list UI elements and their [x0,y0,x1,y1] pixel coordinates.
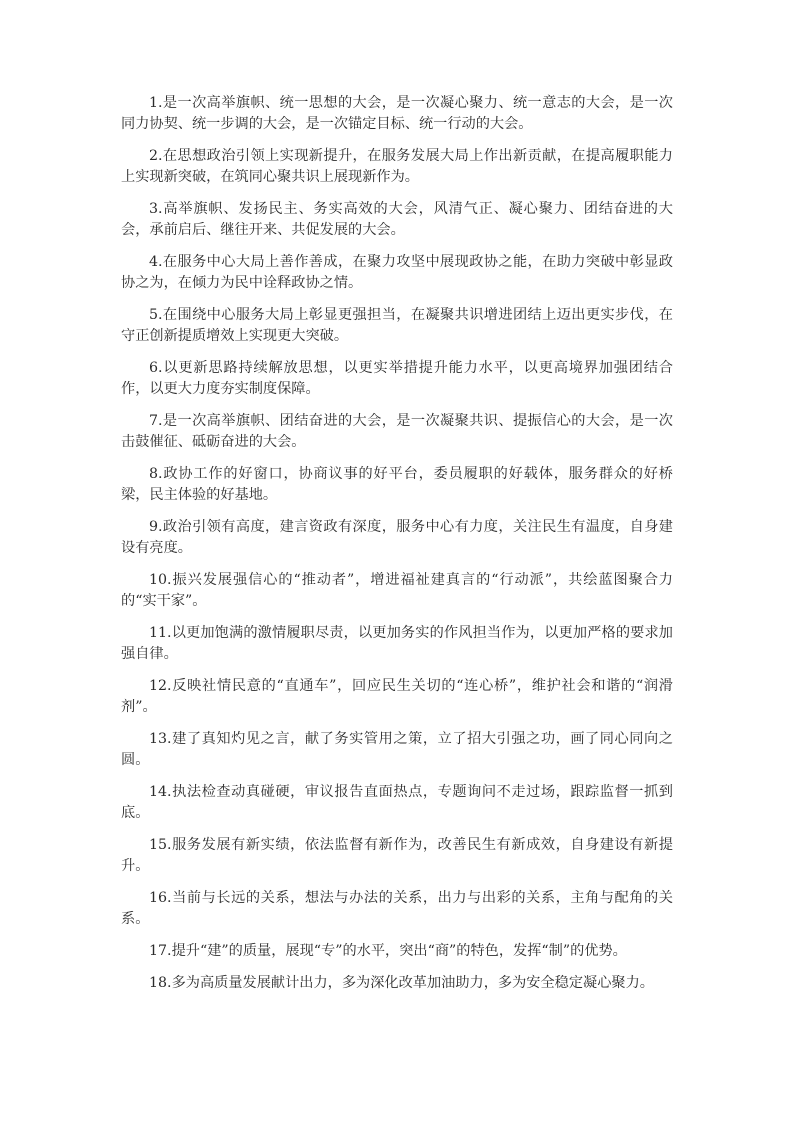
paragraph-18: 18.多为高质量发展献计出力，多为深化改革加油助力，多为安全稳定凝心聚力。 [149,975,654,991]
paragraph-17: 17.提升“建”的质量，展现“专”的水平，突出“商”的特色，发挥“制”的优势。 [149,943,627,959]
paragraph-6: 6.以更新思路持续解放思想，以更实举措提升能力水平，以更高境界加强团结合作，以更大力度夯实制度保障。 [121,360,673,397]
paragraph-14: 14.执法检查动真碰硬，审议报告直面热点，专题询问不走过场，跟踪监督一抓到底。 [121,784,673,821]
paragraph-11: 11.以更加饱满的激情履职尽责，以更加务实的作风担当作为，以更加严格的要求加强自律。 [121,625,673,662]
paragraph-2: 2.在思想政治引领上实现新提升，在服务发展大局上作出新贡献，在提高履职能力上实现新突破，在筑同心聚共识上展现新作为。 [121,148,673,185]
paragraph-15: 15.服务发展有新实绩，依法监督有新作为，改善民生有新成效，自身建设有新提升。 [121,837,673,874]
paragraph-7: 7.是一次高举旗帜、团结奋进的大会，是一次凝聚共识、提振信心的大会，是一次击鼓催征、砥砺奋进的大会。 [121,413,673,450]
paragraph-4: 4.在服务中心大局上善作善成，在聚力攻坚中展现政协之能，在助力突破中彰显政协之为，在倾力为民中诠释政协之情。 [121,254,673,291]
paragraph-8: 8.政协工作的好窗口，协商议事的好平台，委员履职的好载体，服务群众的好桥梁，民主体验的好基地。 [121,466,673,503]
document-body [121,93,673,1005]
paragraph-9: 9.政治引领有高度，建言资政有深度，服务中心有力度，关注民生有温度，自身建设有亮度。 [121,519,673,556]
paragraph-1: 1.是一次高举旗帜、统一思想的大会，是一次凝心聚力、统一意志的大会，是一次同力协契、统一步调的大会，是一次锚定目标、统一行动的大会。 [121,95,673,132]
paragraph-12: 12.反映社情民意的“直通车”，回应民生关切的“连心桥”，维护社会和谐的“润滑剂”。 [121,678,673,715]
paragraph-3: 3.高举旗帜、发扬民主、务实高效的大会，风清气正、凝心聚力、团结奋进的大会，承前启后、继往开来、共促发展的大会。 [121,201,673,238]
paragraph-5: 5.在围绕中心服务大局上彰显更强担当，在凝聚共识增进团结上迈出更实步伐，在守正创新提质增效上实现更大突破。 [121,307,673,344]
paragraph-13: 13.建了真知灼见之言，献了务实管用之策，立了招大引强之功，画了同心同向之圆。 [121,731,673,768]
paragraph-10: 10.振兴发展强信心的“推动者”，增进福祉建真言的“行动派”，共绘蓝图聚合力的“实干家”。 [121,572,673,609]
paragraph-16: 16.当前与长远的关系，想法与办法的关系，出力与出彩的关系，主角与配角的关系。 [121,890,673,927]
